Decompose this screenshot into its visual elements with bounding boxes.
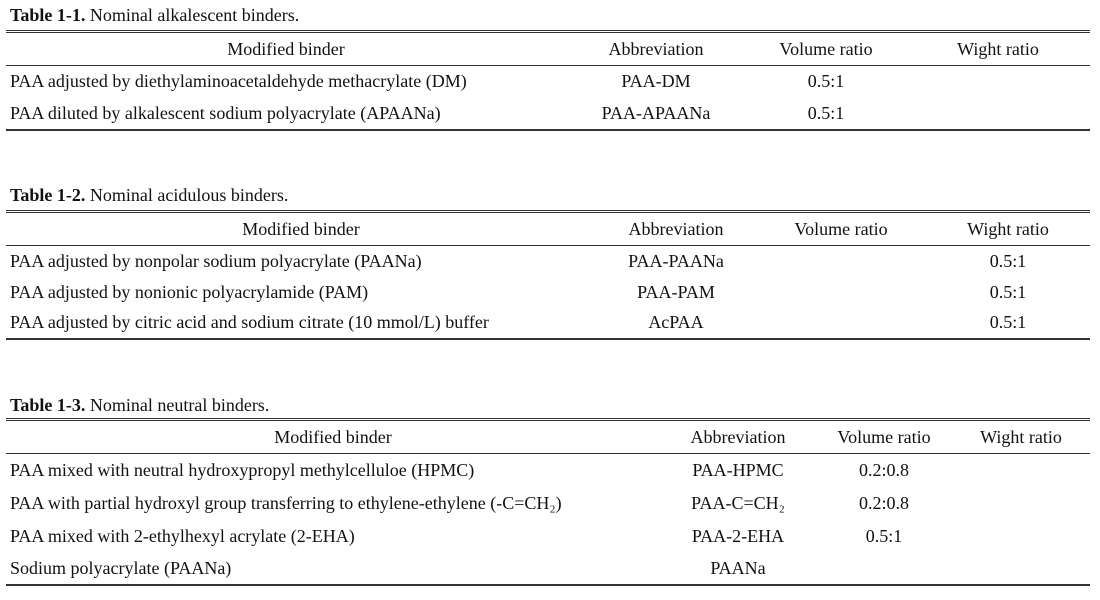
- table-row: [6, 520, 1090, 553]
- table-row: [6, 277, 1090, 308]
- cell-wight-ratio: 0.5:1: [989, 250, 1027, 271]
- table-1-1-caption: [10, 4, 299, 26]
- table-row: [6, 454, 1090, 487]
- table-row: [6, 308, 1090, 339]
- cell-wight-ratio: [952, 487, 1090, 520]
- table-row: [6, 487, 1090, 520]
- col-header-modified-binder: Modified binder: [242, 218, 360, 239]
- table-1-3-title: Nominal neutral binders.: [89, 395, 270, 415]
- cell-binder: PAA diluted by alkalescent sodium polyacrylate (APAANa): [10, 102, 441, 123]
- cell-volume-ratio: 0.5:1: [807, 102, 845, 123]
- cell-wight-ratio: [952, 454, 1090, 487]
- cell-wight-ratio: 0.5:1: [989, 281, 1027, 302]
- table-header-row: [6, 420, 1090, 454]
- cell-abbreviation: PAA-HPMC: [692, 459, 784, 480]
- cell-binder: PAA mixed with neutral hydroxypropyl methylcelluloe (HPMC): [10, 459, 475, 480]
- table-1-2-label: Table 1-2.: [10, 185, 86, 205]
- cell-wight-ratio: [952, 553, 1090, 585]
- table-header-row: [6, 32, 1090, 66]
- cell-abbreviation: PAA-PAM: [637, 281, 715, 302]
- table-1-2-title: Nominal acidulous binders.: [89, 185, 289, 205]
- cell-abbreviation: PAA-DM: [621, 71, 691, 92]
- cell-volume-ratio: 0.2:0.8: [858, 459, 909, 480]
- cell-wight-ratio: [906, 98, 1090, 130]
- cell-binder: PAA adjusted by diethylaminoacetaldehyde methacrylate (DM): [10, 71, 467, 92]
- table-row: [6, 553, 1090, 585]
- cell-binder: PAA mixed with 2-ethylhexyl acrylate (2-EHA): [10, 525, 355, 546]
- cell-binder: PAA adjusted by nonionic polyacrylamide (PAM): [10, 281, 369, 302]
- col-header-abbreviation: Abbreviation: [608, 38, 704, 59]
- cell-abbreviation: PAA-C=CH₂: [691, 492, 785, 513]
- col-header-abbreviation: Abbreviation: [690, 426, 786, 447]
- col-header-wight-ratio: Wight ratio: [957, 38, 1039, 59]
- cell-binder: PAA adjusted by citric acid and sodium citrate (10 mmol/L) buffer: [10, 312, 489, 332]
- col-header-wight-ratio: Wight ratio: [967, 218, 1049, 239]
- col-header-wight-ratio: Wight ratio: [980, 426, 1062, 447]
- table-1-2: [6, 210, 1090, 340]
- col-header-modified-binder: Modified binder: [274, 426, 392, 447]
- cell-wight-ratio: [906, 66, 1090, 98]
- cell-abbreviation: AcPAA: [648, 312, 704, 332]
- table-row: [6, 98, 1090, 130]
- col-header-abbreviation: Abbreviation: [628, 218, 724, 239]
- cell-abbreviation: PAA-APAANa: [601, 102, 711, 123]
- table-1-3-caption: [10, 394, 269, 416]
- cell-volume-ratio: [756, 277, 926, 308]
- table-row: [6, 66, 1090, 98]
- table-1-1-label: Table 1-1.: [10, 5, 86, 25]
- col-header-volume-ratio: Volume ratio: [837, 426, 931, 447]
- cell-volume-ratio: [816, 553, 952, 585]
- col-header-modified-binder: Modified binder: [227, 38, 345, 59]
- table-1-2-caption: [10, 184, 288, 206]
- cell-wight-ratio: [952, 520, 1090, 553]
- table-1-3: [6, 418, 1090, 586]
- table-1-1-title: Nominal alkalescent binders.: [89, 5, 300, 25]
- cell-binder: PAA adjusted by nonpolar sodium polyacrylate (PAANa): [10, 250, 422, 271]
- cell-wight-ratio: 0.5:1: [989, 312, 1027, 332]
- cell-volume-ratio: 0.2:0.8: [858, 492, 909, 513]
- cell-abbreviation: PAA-PAANa: [628, 250, 724, 271]
- cell-abbreviation: PAANa: [710, 557, 766, 578]
- table-1-1: [6, 30, 1090, 131]
- col-header-volume-ratio: Volume ratio: [779, 38, 873, 59]
- table-row: [6, 246, 1090, 277]
- table-1-3-label: Table 1-3.: [10, 395, 86, 415]
- cell-volume-ratio: 0.5:1: [865, 525, 903, 546]
- col-header-volume-ratio: Volume ratio: [794, 218, 888, 239]
- cell-volume-ratio: [756, 246, 926, 277]
- cell-volume-ratio: [756, 308, 926, 339]
- cell-abbreviation: PAA-2-EHA: [691, 525, 785, 546]
- cell-binder: Sodium polyacrylate (PAANa): [10, 557, 232, 578]
- table-header-row: [6, 212, 1090, 246]
- cell-binder: PAA with partial hydroxyl group transferring to ethylene-ethylene (-C=CH₂): [10, 492, 562, 513]
- cell-volume-ratio: 0.5:1: [807, 71, 845, 92]
